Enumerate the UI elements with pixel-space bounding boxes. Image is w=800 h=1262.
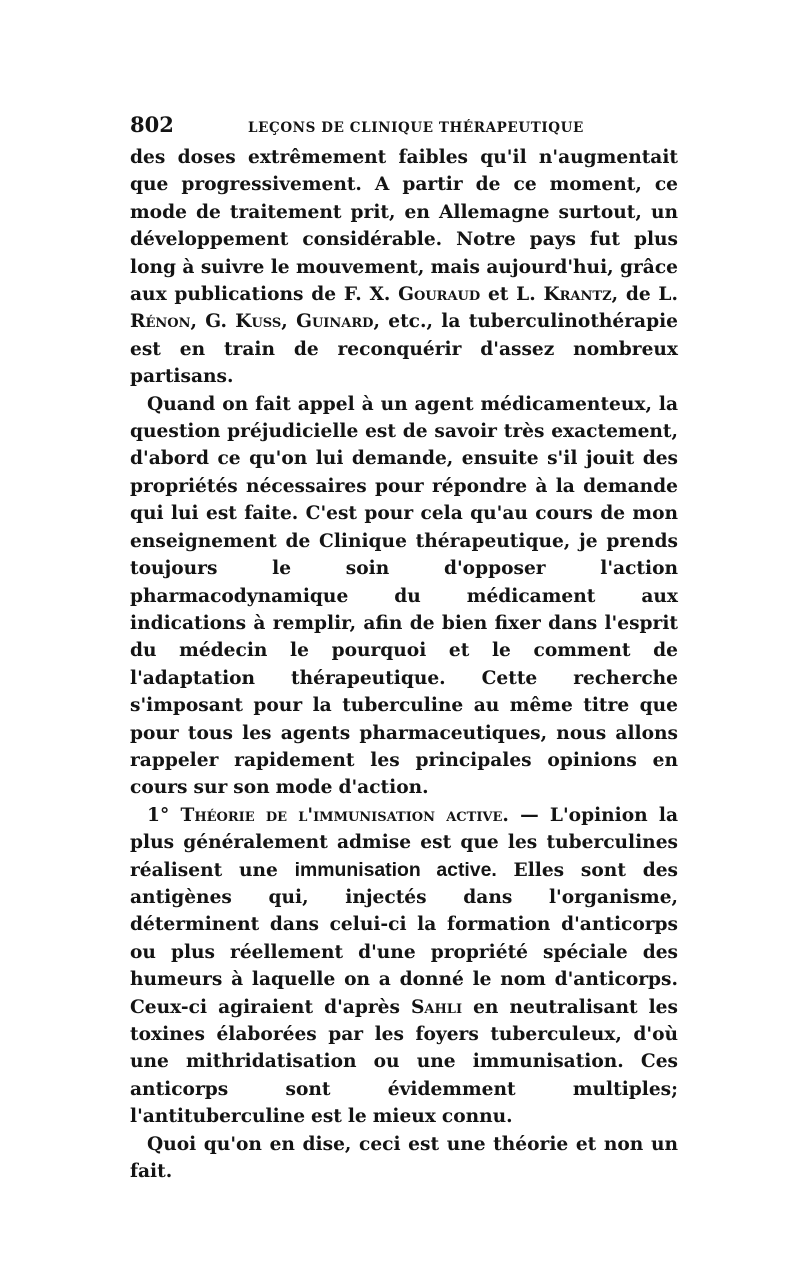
paragraph-active-immunisation [130,802,678,1131]
paragraph-text: — L'opinion la plus généralement admise est que les tuberculines réalisent une [130,804,678,881]
paragraph-text: , de L. [611,284,678,306]
paragraph-text: en neutralisant les toxines élaborées par les foyers tuberculeux, d'où une mithridatisation ou une immunisation. Ces anticorps sont évidemment multiples; l'antituberculine est le mieux connu. [130,996,678,1128]
body-text [130,144,678,1185]
paragraph-text: , G. [190,311,236,333]
page-number: 802 [130,112,174,137]
emphasized-term: immunisation active. [294,858,497,881]
running-title: LEÇONS DE CLINIQUE THÉRAPEUTIQUE [248,120,584,136]
author-name: Kuss [235,311,282,333]
paragraph-continuation [130,144,678,391]
paragraph-text: et L. [480,284,544,306]
paragraph-action-question [130,391,678,802]
paragraph-text: Quand on fait appel à un agent médicamenteux, la question préjudicielle est de savoir très exactement, d'abord ce qu'on lui demande, ensuite s'il jouit des propriétés nécessaires pour répondre à la demande qui lui est faite. C'est pour cela qu'au cours de mon enseignement de Clinique thérapeutique, je prends toujours le soin d'opposer l'action pharmacodynamique du médicament aux indications à remplir, afin de bien fixer dans l'esprit du médecin le pourquoi et le comment de l'adaptation thérapeutique. Cette recherche s'imposant pour la tuberculine au même titre que pour tous les agents pharmaceutiques, nous allons rappeler rapidement les principales opinions en cours sur son mode d'action. [130,393,678,799]
book-page [130,112,678,1185]
author-name: Gouraud [398,284,481,306]
running-head [130,112,678,142]
paragraph-conclusion [130,1131,678,1186]
author-name: Rénon [130,311,191,333]
section-heading: Théorie de l'immunisation active. [180,804,509,826]
paragraph-text: , [281,311,297,333]
section-number: 1° [147,804,170,826]
paragraph-text: Quoi qu'on en dise, ceci est une théorie et non un fait. [130,1133,678,1183]
paragraph-text: , etc., la tuberculinothérapie est en train de reconquérir d'assez nombreux partisans. [130,311,678,388]
author-name: Guinard [296,311,374,333]
paragraph-text: Elles sont des antigènes qui, injectés dans l'organisme, déterminent dans celui-ci la formation d'anticorps ou plus réellement d'une propriété spéciale des humeurs à laquelle on a donné le nom d'anticorps. Ceux-ci agiraient d'après [130,859,678,1018]
author-name: Krantz [543,284,612,306]
author-name: Sahli [411,996,463,1018]
paragraph-text: des doses extrêmement faibles qu'il n'augmentait que progressivement. A partir de ce moment, ce mode de traitement prit, en Allemagne surtout, un développement considérable. Notre pays fut plus long à suivre le mouvement, mais aujourd'hui, grâce aux publications de F. X. [130,147,678,306]
